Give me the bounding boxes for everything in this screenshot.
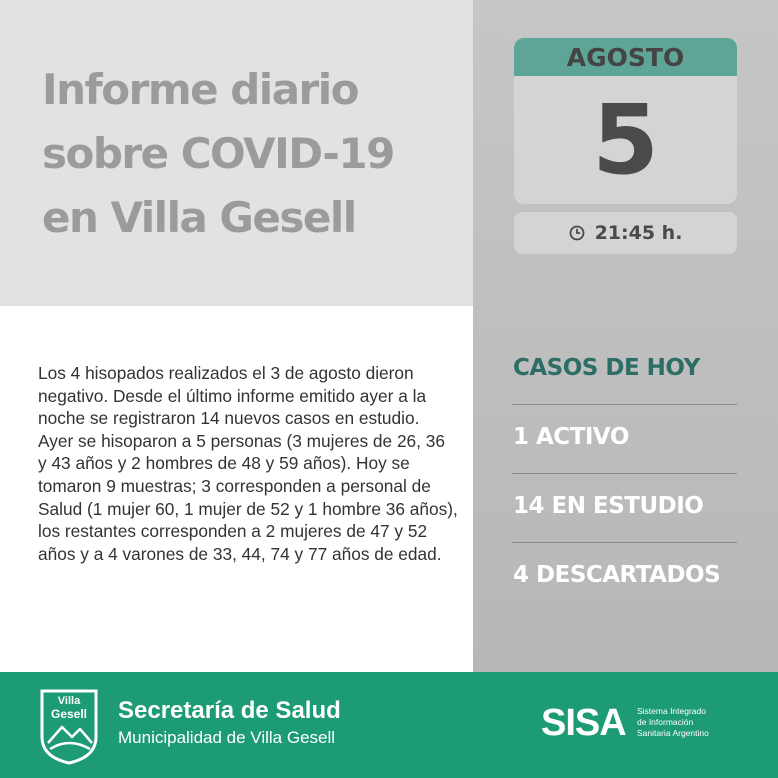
logo-text-villa: Villa xyxy=(57,695,81,707)
org-name: Secretaría de Salud xyxy=(118,697,341,724)
sisa-desc-line-3: Sanitaria Argentino xyxy=(637,728,709,738)
title-line-1: Informe diario xyxy=(42,65,359,114)
title-line-3: en Villa Gesell xyxy=(42,193,356,242)
title-line-2: sobre COVID-19 xyxy=(42,129,394,178)
calendar-day: 5 xyxy=(514,76,737,204)
sisa-desc-line-1: Sistema Integrado xyxy=(637,706,706,716)
divider xyxy=(512,404,737,405)
cases-title: CASOS DE HOY xyxy=(513,355,700,381)
sisa-logo: SISA xyxy=(541,702,626,744)
calendar-time: 21:45 h. xyxy=(594,222,683,244)
clock-icon xyxy=(569,225,585,241)
org-subtitle: Municipalidad de Villa Gesell xyxy=(118,728,336,747)
villa-gesell-logo xyxy=(38,687,100,765)
divider xyxy=(512,542,737,543)
sisa-description xyxy=(637,706,709,739)
stat-activo: 1 ACTIVO xyxy=(513,424,629,450)
calendar-month: AGOSTO xyxy=(514,38,737,76)
sisa-desc-line-2: de Información xyxy=(637,717,694,727)
logo-text-gesell: Gesell xyxy=(50,707,88,721)
calendar-time-box xyxy=(514,212,737,254)
report-body: Los 4 hisopados realizados el 3 de agosto dieron negativo. Desde el último informe emitido ayer a la noche se registraron 14 nuevos casos en estudio. Ayer se hisoparon a 5 personas (3 mujeres de 26, 36 y 43 años y 2 hombres de 48 y 59 años). Hoy se tomaron 9 muestras; 3 corresponden a personal de Salud (1 mujer 60, 1 mujer de 52 y 1 hombre 36 años), los restantes corresponden a 2 mujeres de 47 y 52 años y a 4 varones de 33, 44, 74 y 77 años de edad. xyxy=(38,363,458,564)
divider xyxy=(512,473,737,474)
stat-en-estudio: 14 EN ESTUDIO xyxy=(513,493,704,519)
report-title xyxy=(42,58,394,250)
stat-descartados: 4 DESCARTADOS xyxy=(513,562,721,588)
